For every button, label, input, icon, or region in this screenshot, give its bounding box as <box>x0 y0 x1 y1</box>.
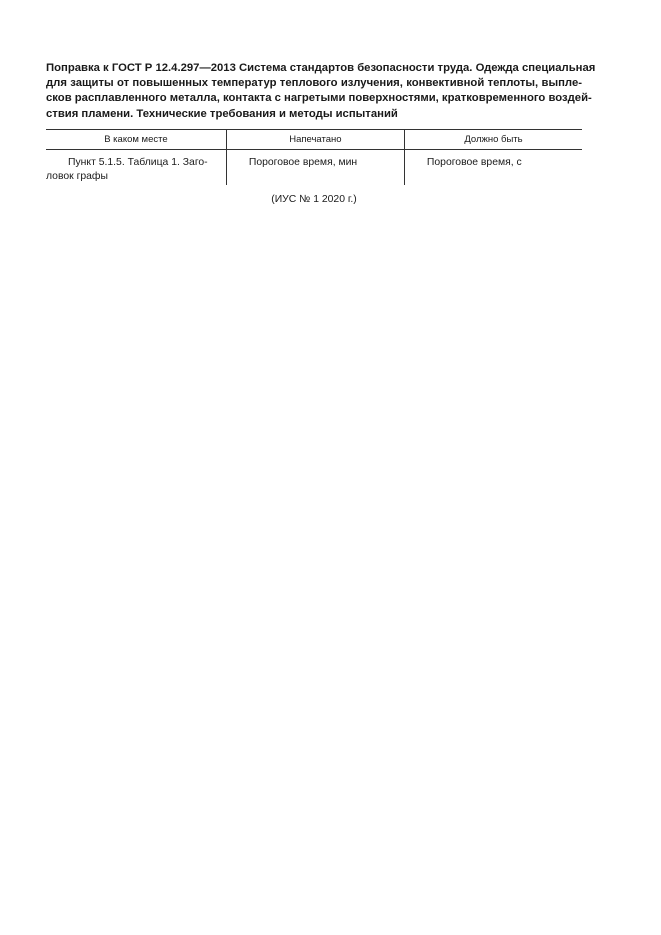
table-row <box>46 150 582 186</box>
header-should-be: Должно быть <box>404 130 582 150</box>
cell-where <box>46 150 226 186</box>
title-line: Поправка к ГОСТ Р 12.4.297—2013 Система стандартов безопасности труда. Одежда специальная <box>46 62 596 74</box>
title-line: сков расплавленного металла, контакта с нагретыми поверхностями, кратковременного воздей- <box>46 92 592 105</box>
title-line: для защиты от повышенных температур теплового излучения, конвективной теплоты, выпле- <box>46 77 582 90</box>
cell-where-line: ловок графы <box>46 171 108 182</box>
cell-where-line: Пункт 5.1.5. Таблица 1. Заго- <box>68 157 208 168</box>
correction-title <box>46 61 596 122</box>
header-where: В каком месте <box>46 130 226 150</box>
cell-printed: Пороговое время, мин <box>226 150 404 186</box>
ius-reference: (ИУС № 1 2020 г.) <box>271 194 357 205</box>
correction-table <box>46 129 582 185</box>
table-header-row <box>46 130 582 150</box>
header-printed: Напечатано <box>226 130 404 150</box>
cell-should-be: Пороговое время, с <box>404 150 582 186</box>
title-line: ствия пламени. Технические требования и методы испытаний <box>46 107 398 120</box>
